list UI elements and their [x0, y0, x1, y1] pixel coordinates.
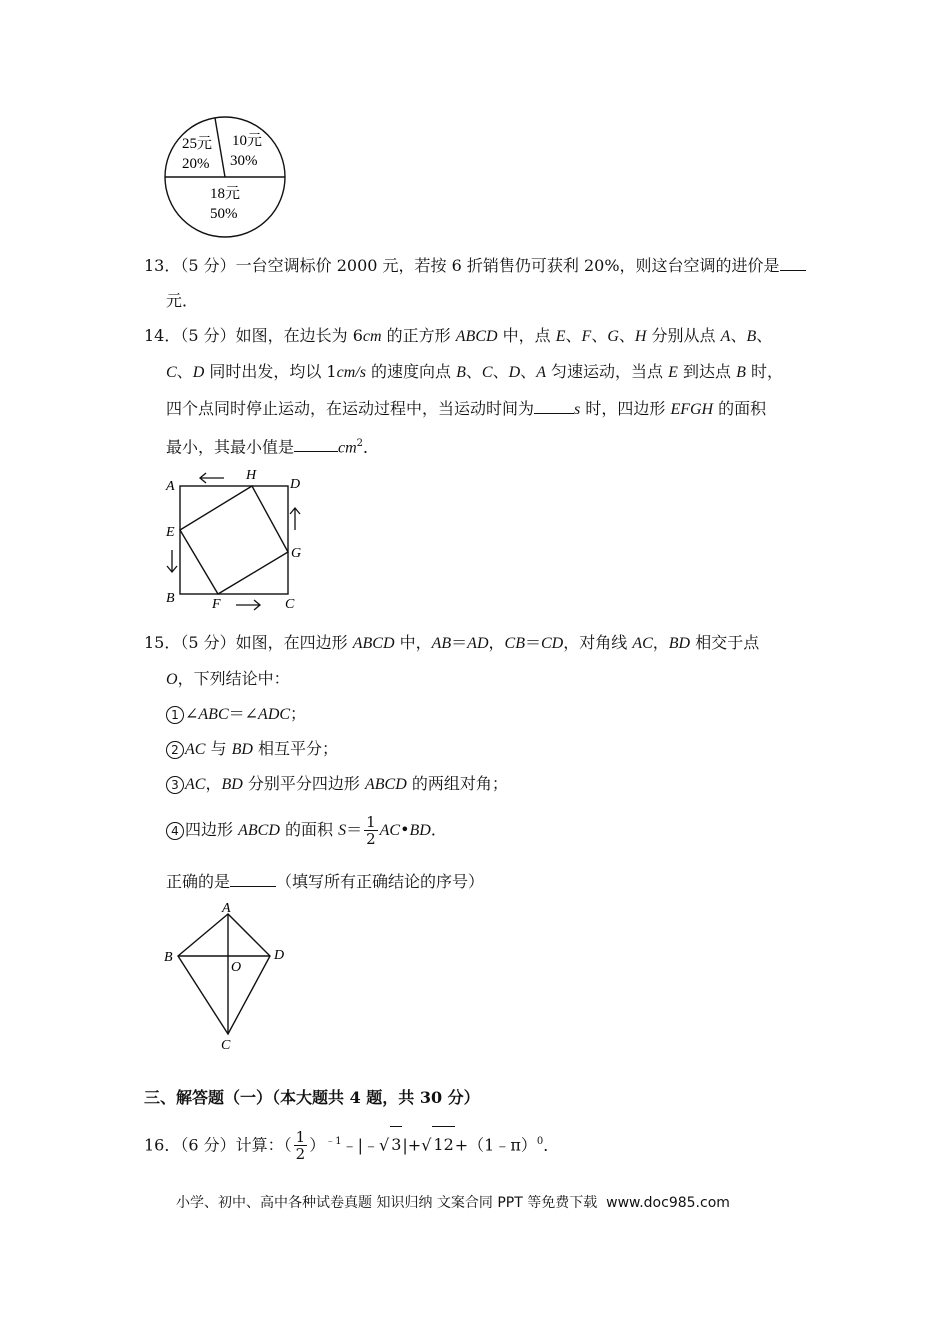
q15-answer-blank[interactable] [230, 870, 276, 887]
q15-text: 与 [205, 739, 232, 758]
math-d: D [508, 364, 521, 381]
footer-text: 小学、初中、高中各种试卷真题 知识归纳 文案合同 PPT 等免费下载 [176, 1195, 598, 1211]
q14-text: 匀速运动，当点 [545, 362, 669, 381]
q16-text: |+ [402, 1135, 422, 1155]
math-c: C [481, 364, 493, 381]
q15-text: 相互平分； [252, 739, 339, 758]
q15-text: 的两组对角； [406, 774, 508, 793]
pie-label-25: 25元 [182, 136, 213, 152]
math-abcd: ABCD [364, 776, 407, 793]
q15-text: 相交于点 [690, 633, 760, 652]
section-3-title: 三、解答题（一）（本大题共 4 题，共 30 分） [144, 1088, 480, 1107]
unit-s: s [574, 401, 581, 418]
math-b: B [746, 328, 757, 345]
q15-text: ＝ [346, 820, 363, 839]
footer-link[interactable]: www.doc985.com [606, 1195, 730, 1211]
math-cd: CD [540, 635, 564, 652]
q14-text: 分别从点 [646, 326, 721, 345]
pie-pct-50: 50% [210, 206, 238, 222]
q15-text: （填写所有正确结论的序号） [276, 872, 485, 891]
fraction-numerator: 1 [295, 1128, 306, 1147]
q15-line1 [144, 632, 759, 655]
label-c: C [285, 597, 295, 612]
q14-area-blank[interactable] [294, 435, 338, 452]
pie-divider-radial [215, 118, 225, 177]
label-b: B [166, 591, 175, 606]
fraction-numerator: 1 [366, 813, 376, 831]
q16-text: （6 分）计算：（ [180, 1135, 292, 1155]
math-ac: AC [379, 822, 401, 839]
kite-figure [160, 896, 295, 1056]
unit-cm-per-s: cm/s [336, 364, 366, 381]
q14-line3 [166, 397, 766, 421]
q14-text: 、 [565, 326, 582, 345]
q15-line2 [166, 668, 290, 691]
math-abcd: ABCD [238, 822, 280, 839]
math-h: H [634, 328, 647, 345]
q15-answer-line [166, 870, 484, 893]
q14-text: 时， [745, 362, 783, 381]
exponent-0: 0 [536, 1136, 544, 1147]
q15-text: ，对角线 [563, 633, 633, 652]
q15-text: ，下列结论中： [177, 669, 290, 688]
square-abcd [180, 486, 288, 594]
math-adc: ADC [258, 706, 291, 723]
label-d: D [290, 477, 301, 492]
sqrt-radicand-3: 3 [390, 1126, 402, 1163]
q14-text: 、 [591, 326, 608, 345]
q15-text: ∠ [185, 704, 199, 723]
math-ad: AD [467, 635, 489, 652]
q15-text: 四边形 [185, 820, 239, 839]
label-d: D [274, 948, 285, 963]
circled-number-3: 3 [166, 776, 184, 794]
exponent-2: 2 [356, 438, 364, 449]
q14-text: 、 [492, 362, 509, 381]
q14-text: ． [363, 437, 380, 457]
label-c: C [221, 1038, 231, 1053]
q14-text: 时，四边形 [580, 399, 671, 418]
fraction-one-half [364, 814, 378, 847]
q15-text: 分别平分四边形 [242, 774, 365, 793]
q15-text: ＝ [524, 633, 541, 652]
q14-text: 的正方形 [381, 326, 456, 345]
pie-label-18: 18元 [210, 186, 241, 202]
sqrt-symbol: √ [421, 1135, 432, 1155]
q15-text: ， [652, 633, 669, 652]
label-e: E [166, 525, 175, 540]
q15-text: • [400, 820, 410, 839]
circled-number-2: 2 [166, 741, 184, 759]
math-bd: BD [409, 822, 431, 839]
q14-line2 [166, 361, 783, 384]
q15-number: 15． [144, 633, 181, 652]
arrow-right-icon [236, 600, 260, 610]
q15-conclusion-3 [166, 773, 508, 796]
q14-text: 四个点同时停止运动，在运动过程中，当运动时间为 [166, 399, 535, 418]
math-a: A [536, 364, 546, 381]
exponent-neg-1: ﹣1 [325, 1136, 342, 1147]
math-c: C [166, 364, 177, 381]
fraction-denominator: 2 [295, 1145, 306, 1164]
q14-text: 、 [176, 362, 193, 381]
math-s: S [338, 822, 347, 839]
math-bd: BD [668, 635, 691, 652]
circled-number-1: 1 [166, 706, 184, 724]
math-g: G [607, 328, 619, 345]
math-abcd: ABCD [352, 635, 395, 652]
quadrilateral-efgh [180, 486, 288, 594]
label-h: H [246, 468, 257, 483]
q16-text: ． [543, 1135, 560, 1155]
kite-abcd [178, 914, 270, 1034]
math-d: D [192, 364, 205, 381]
math-f: F [581, 328, 592, 345]
q15-text: ＝∠ [228, 704, 259, 723]
pie-chart-figure [160, 115, 290, 240]
q14-number: 14． [144, 326, 181, 345]
math-b: B [456, 364, 466, 381]
pie-pct-20: 20% [182, 156, 210, 172]
q14-text: 、 [618, 326, 635, 345]
fraction-denominator: 2 [366, 830, 376, 848]
math-ac: AC [185, 776, 206, 793]
math-e: E [555, 328, 566, 345]
q14-line4 [166, 433, 379, 459]
q14-text: 中，点 [497, 326, 556, 345]
q14-text: 、 [756, 326, 773, 345]
math-b: B [736, 364, 746, 381]
q14-text: （5 分）如图，在边长为 6 [180, 326, 363, 345]
unit-cm: cm [362, 328, 382, 345]
q14-text: 同时出发，均以 1 [204, 362, 337, 381]
q16-text: +（1﹣π） [454, 1135, 537, 1155]
q15-conclusion-4 [166, 812, 447, 849]
q15-text: 正确的是 [166, 872, 231, 891]
sqrt-radicand-12: 12 [432, 1126, 454, 1163]
q14-text: 、 [730, 326, 747, 345]
circled-number-4: 4 [166, 822, 184, 840]
q13-line2: 元． [166, 291, 199, 310]
math-e: E [668, 364, 678, 381]
q14-text: 、 [465, 362, 482, 381]
q15-text: （5 分）如图，在四边形 [180, 633, 353, 652]
label-f: F [212, 597, 221, 612]
q14-time-blank[interactable] [534, 397, 574, 414]
q16-number: 16． [144, 1135, 181, 1155]
q14-line1 [144, 325, 772, 348]
q16-text: ﹣|﹣ [341, 1135, 379, 1155]
q14-text: 的速度向点 [365, 362, 457, 381]
q15-text: ， [205, 774, 222, 793]
label-a: A [222, 901, 231, 916]
q13-line1 [144, 254, 806, 277]
math-a: A [720, 328, 731, 345]
pie-pct-30: 30% [230, 153, 258, 169]
math-o: O [166, 671, 178, 688]
label-a: A [166, 479, 175, 494]
q13-text: （5 分）一台空调标价 2000 元，若按 6 折销售仍可获利 20%，则这台空调的进价是 [180, 256, 780, 275]
arrow-left-icon [200, 473, 224, 483]
math-bd: BD [231, 741, 253, 758]
math-abc: ABC [198, 706, 229, 723]
math-ac: AC [185, 741, 206, 758]
q16-line [144, 1124, 559, 1163]
arrow-up-icon [290, 508, 300, 530]
unit-cm: cm [338, 439, 357, 457]
math-bd: BD [221, 776, 243, 793]
math-cb: CB [504, 635, 525, 652]
label-g: G [291, 546, 302, 561]
square-figure [160, 462, 310, 612]
q14-text: 最小，其最小值是 [166, 437, 295, 457]
label-o: O [231, 960, 242, 975]
q16-text: ） [309, 1135, 326, 1155]
q14-text: 到达点 [677, 362, 737, 381]
q13-number: 13． [144, 256, 181, 275]
page-footer [176, 1192, 730, 1214]
pie-label-10: 10元 [232, 133, 263, 149]
label-b: B [164, 950, 173, 965]
math-ac: AC [632, 635, 653, 652]
math-ab: AB [431, 635, 452, 652]
sqrt-symbol: √ [379, 1135, 390, 1155]
q15-text: 中， [394, 633, 432, 652]
math-abcd: ABCD [455, 328, 498, 345]
q13-answer-blank[interactable] [780, 254, 806, 271]
q15-text: ； [290, 704, 307, 723]
q14-text: 的面积 [713, 399, 767, 418]
math-efgh: EFGH [670, 401, 714, 418]
q15-conclusion-1 [166, 703, 306, 726]
q15-text: ＝ [451, 633, 468, 652]
q15-text: ， [488, 633, 505, 652]
q15-text: 的面积 [279, 820, 339, 839]
q15-conclusion-2 [166, 738, 338, 761]
arrow-down-icon [167, 550, 177, 572]
q15-text: ． [430, 820, 447, 839]
fraction-one-half [294, 1129, 308, 1162]
q14-text: 、 [520, 362, 537, 381]
